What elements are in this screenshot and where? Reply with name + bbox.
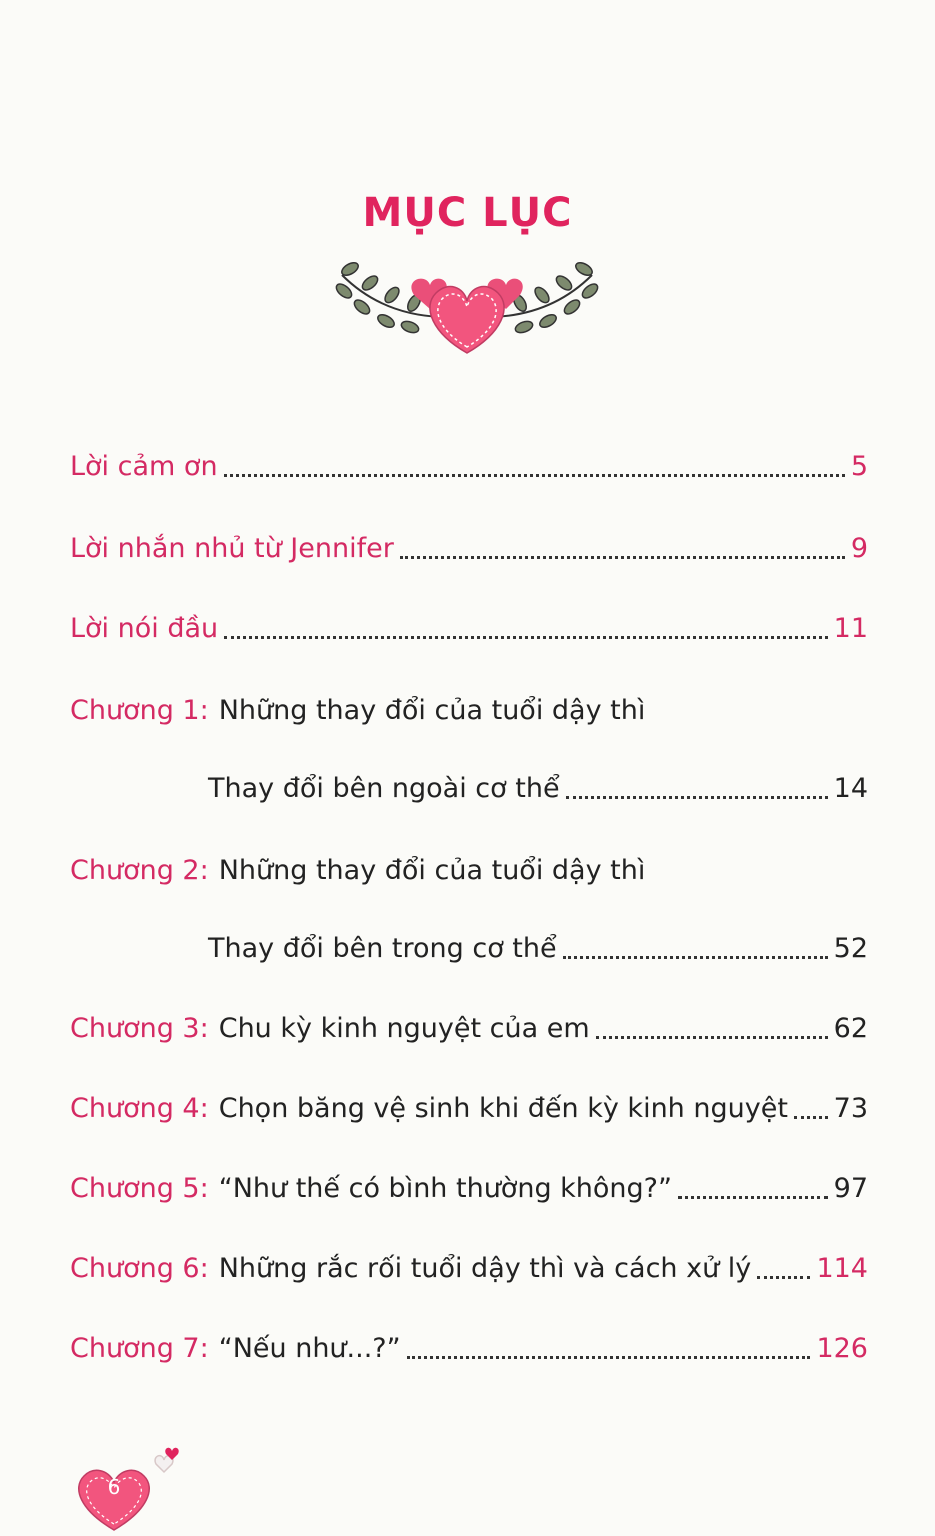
chapter-title: Những thay đổi của tuổi dậy thì xyxy=(218,855,646,886)
toc-entry-label: Lời nhắn nhủ từ Jennifer xyxy=(70,533,394,564)
chapter-title: Những rắc rối tuổi dậy thì và cách xử lý xyxy=(218,1253,752,1284)
chapter-title: Chu kỳ kinh nguyệt của em xyxy=(218,1013,590,1044)
toc-entry-page: 97 xyxy=(833,1173,868,1204)
toc-entry-page: 14 xyxy=(833,773,868,804)
toc-entry[interactable] xyxy=(208,772,868,806)
toc-entry[interactable] xyxy=(70,612,868,646)
toc-chapter-heading[interactable] xyxy=(70,694,645,728)
leader-dots xyxy=(757,1276,810,1279)
toc-entry-page: 5 xyxy=(850,451,868,482)
toc-entry[interactable] xyxy=(208,932,868,966)
toc-entry-label: Thay đổi bên ngoài cơ thể xyxy=(208,773,560,804)
toc-entry-label: Thay đổi bên trong cơ thể xyxy=(208,933,557,964)
chapter-title: Những thay đổi của tuổi dậy thì xyxy=(218,695,646,726)
leader-dots xyxy=(596,1036,828,1039)
toc-entry-page: 9 xyxy=(850,533,868,564)
chapter-number: Chương 5: xyxy=(70,1173,209,1204)
toc-entry-label: Lời cảm ơn xyxy=(70,451,218,482)
chapter-title: “Như thế có bình thường không?” xyxy=(218,1173,672,1204)
leader-dots xyxy=(563,956,828,959)
chapter-number: Chương 6: xyxy=(70,1253,209,1284)
toc-entry-page: 62 xyxy=(833,1013,868,1044)
toc-entry-page: 11 xyxy=(833,613,868,644)
leader-dots xyxy=(794,1116,828,1119)
toc-entry-page: 73 xyxy=(833,1093,868,1124)
toc-entry-page: 52 xyxy=(833,933,868,964)
toc-entry[interactable] xyxy=(70,1252,868,1286)
chapter-title: Chọn băng vệ sinh khi đến kỳ kinh nguyệt xyxy=(218,1093,788,1124)
toc-chapter-heading[interactable] xyxy=(70,854,645,888)
toc-entry-label: Lời nói đầu xyxy=(70,613,219,644)
toc-entry-page: 114 xyxy=(816,1253,868,1284)
leader-dots xyxy=(224,474,845,477)
toc-entry-page: 126 xyxy=(816,1333,868,1364)
toc-entry[interactable] xyxy=(70,1332,868,1366)
leader-dots xyxy=(566,796,828,799)
toc-entry[interactable] xyxy=(70,450,868,484)
chapter-title: “Nếu như...?” xyxy=(218,1333,401,1364)
toc-entry[interactable] xyxy=(70,1172,868,1206)
toc-entry[interactable] xyxy=(70,1012,868,1046)
chapter-number: Chương 7: xyxy=(70,1333,209,1364)
leader-dots xyxy=(678,1196,828,1199)
chapter-number: Chương 3: xyxy=(70,1013,209,1044)
leader-dots xyxy=(407,1356,811,1359)
leader-dots xyxy=(224,636,827,639)
toc-entry[interactable] xyxy=(70,532,868,566)
toc-entry[interactable] xyxy=(70,1092,868,1126)
page-title: MỤC LỤC xyxy=(362,190,573,236)
chapter-number: Chương 2: xyxy=(70,855,209,886)
page-number: 6 xyxy=(107,1475,121,1499)
chapter-number: Chương 1: xyxy=(70,695,209,726)
leader-dots xyxy=(400,556,845,559)
chapter-number: Chương 4: xyxy=(70,1093,209,1124)
